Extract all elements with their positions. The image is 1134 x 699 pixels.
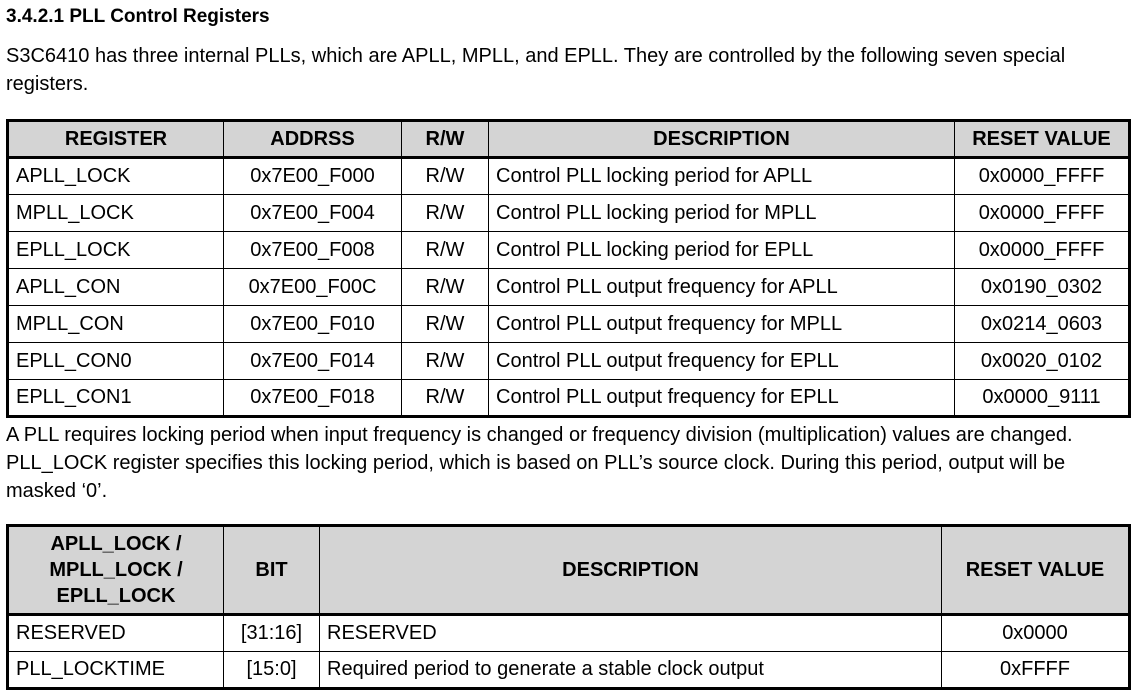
- col-header-register: REGISTER: [8, 121, 224, 158]
- col-header-description: DESCRIPTION: [320, 526, 942, 615]
- cell-description: Control PLL output frequency for EPLL: [489, 380, 955, 417]
- cell-address: 0x7E00_F00C: [224, 269, 402, 306]
- cell-field: RESERVED: [8, 615, 224, 652]
- cell-description: Control PLL locking period for MPLL: [489, 195, 955, 232]
- cell-description: Control PLL locking period for EPLL: [489, 232, 955, 269]
- cell-register: MPLL_LOCK: [8, 195, 224, 232]
- cell-register: EPLL_CON0: [8, 343, 224, 380]
- cell-register: EPLL_LOCK: [8, 232, 224, 269]
- table-row: [8, 158, 1130, 195]
- cell-rw: R/W: [402, 195, 489, 232]
- cell-description: Control PLL output frequency for MPLL: [489, 306, 955, 343]
- table-row: [8, 306, 1130, 343]
- cell-reset-value: 0x0000_9111: [955, 380, 1130, 417]
- col-header-description: DESCRIPTION: [489, 121, 955, 158]
- cell-register: EPLL_CON1: [8, 380, 224, 417]
- cell-description: Control PLL locking period for APLL: [489, 158, 955, 195]
- table-row: [8, 269, 1130, 306]
- cell-reset-value: 0x0020_0102: [955, 343, 1130, 380]
- table-row: [8, 380, 1130, 417]
- cell-address: 0x7E00_F018: [224, 380, 402, 417]
- cell-address: 0x7E00_F000: [224, 158, 402, 195]
- lock-period-paragraph: A PLL requires locking period when input frequency is changed or frequency division (multiplication) values are changed. PLL_LOCK register specifies this locking period, which is based on PLL’s source clock. During this period, output will be masked ‘0’.: [6, 424, 1073, 502]
- cell-reset-value: 0x0000: [942, 615, 1130, 652]
- table-header-row: [8, 526, 1130, 615]
- table-header-row: [8, 121, 1130, 158]
- cell-description: Control PLL output frequency for EPLL: [489, 343, 955, 380]
- cell-rw: R/W: [402, 380, 489, 417]
- cell-rw: R/W: [402, 158, 489, 195]
- cell-rw: R/W: [402, 232, 489, 269]
- col-header-address: ADDRSS: [224, 121, 402, 158]
- cell-register: APLL_LOCK: [8, 158, 224, 195]
- col-header-rw: R/W: [402, 121, 489, 158]
- intro-paragraph: S3C6410 has three internal PLLs, which are APLL, MPLL, and EPLL. They are controlled by the following seven special registers.: [6, 45, 1066, 95]
- col-header-reset-value: RESET VALUE: [955, 121, 1130, 158]
- cell-rw: R/W: [402, 269, 489, 306]
- col-header-reset-value: RESET VALUE: [942, 526, 1130, 615]
- cell-bit: [31:16]: [224, 615, 320, 652]
- cell-field: PLL_LOCKTIME: [8, 652, 224, 689]
- cell-address: 0x7E00_F010: [224, 306, 402, 343]
- cell-reset-value: 0x0214_0603: [955, 306, 1130, 343]
- col-header-bit: BIT: [224, 526, 320, 615]
- pll-lock-bit-table: [6, 524, 1131, 690]
- table-row: [8, 232, 1130, 269]
- cell-reset-value: 0x0190_0302: [955, 269, 1130, 306]
- cell-bit: [15:0]: [224, 652, 320, 689]
- cell-description: RESERVED: [320, 615, 942, 652]
- cell-rw: R/W: [402, 306, 489, 343]
- table-row: [8, 615, 1130, 652]
- cell-rw: R/W: [402, 343, 489, 380]
- cell-address: 0x7E00_F004: [224, 195, 402, 232]
- table-row: [8, 195, 1130, 232]
- table-row: [8, 343, 1130, 380]
- cell-address: 0x7E00_F008: [224, 232, 402, 269]
- cell-reset-value: 0xFFFF: [942, 652, 1130, 689]
- section-heading: 3.4.2.1 PLL Control Registers: [6, 6, 270, 27]
- cell-register: MPLL_CON: [8, 306, 224, 343]
- cell-description: Control PLL output frequency for APLL: [489, 269, 955, 306]
- cell-register: APLL_CON: [8, 269, 224, 306]
- table-row: [8, 652, 1130, 689]
- col-header-register-group: APLL_LOCK / MPLL_LOCK / EPLL_LOCK: [8, 526, 224, 615]
- cell-description: Required period to generate a stable clock output: [320, 652, 942, 689]
- cell-reset-value: 0x0000_FFFF: [955, 158, 1130, 195]
- cell-address: 0x7E00_F014: [224, 343, 402, 380]
- cell-reset-value: 0x0000_FFFF: [955, 232, 1130, 269]
- cell-reset-value: 0x0000_FFFF: [955, 195, 1130, 232]
- pll-register-table: [6, 119, 1131, 418]
